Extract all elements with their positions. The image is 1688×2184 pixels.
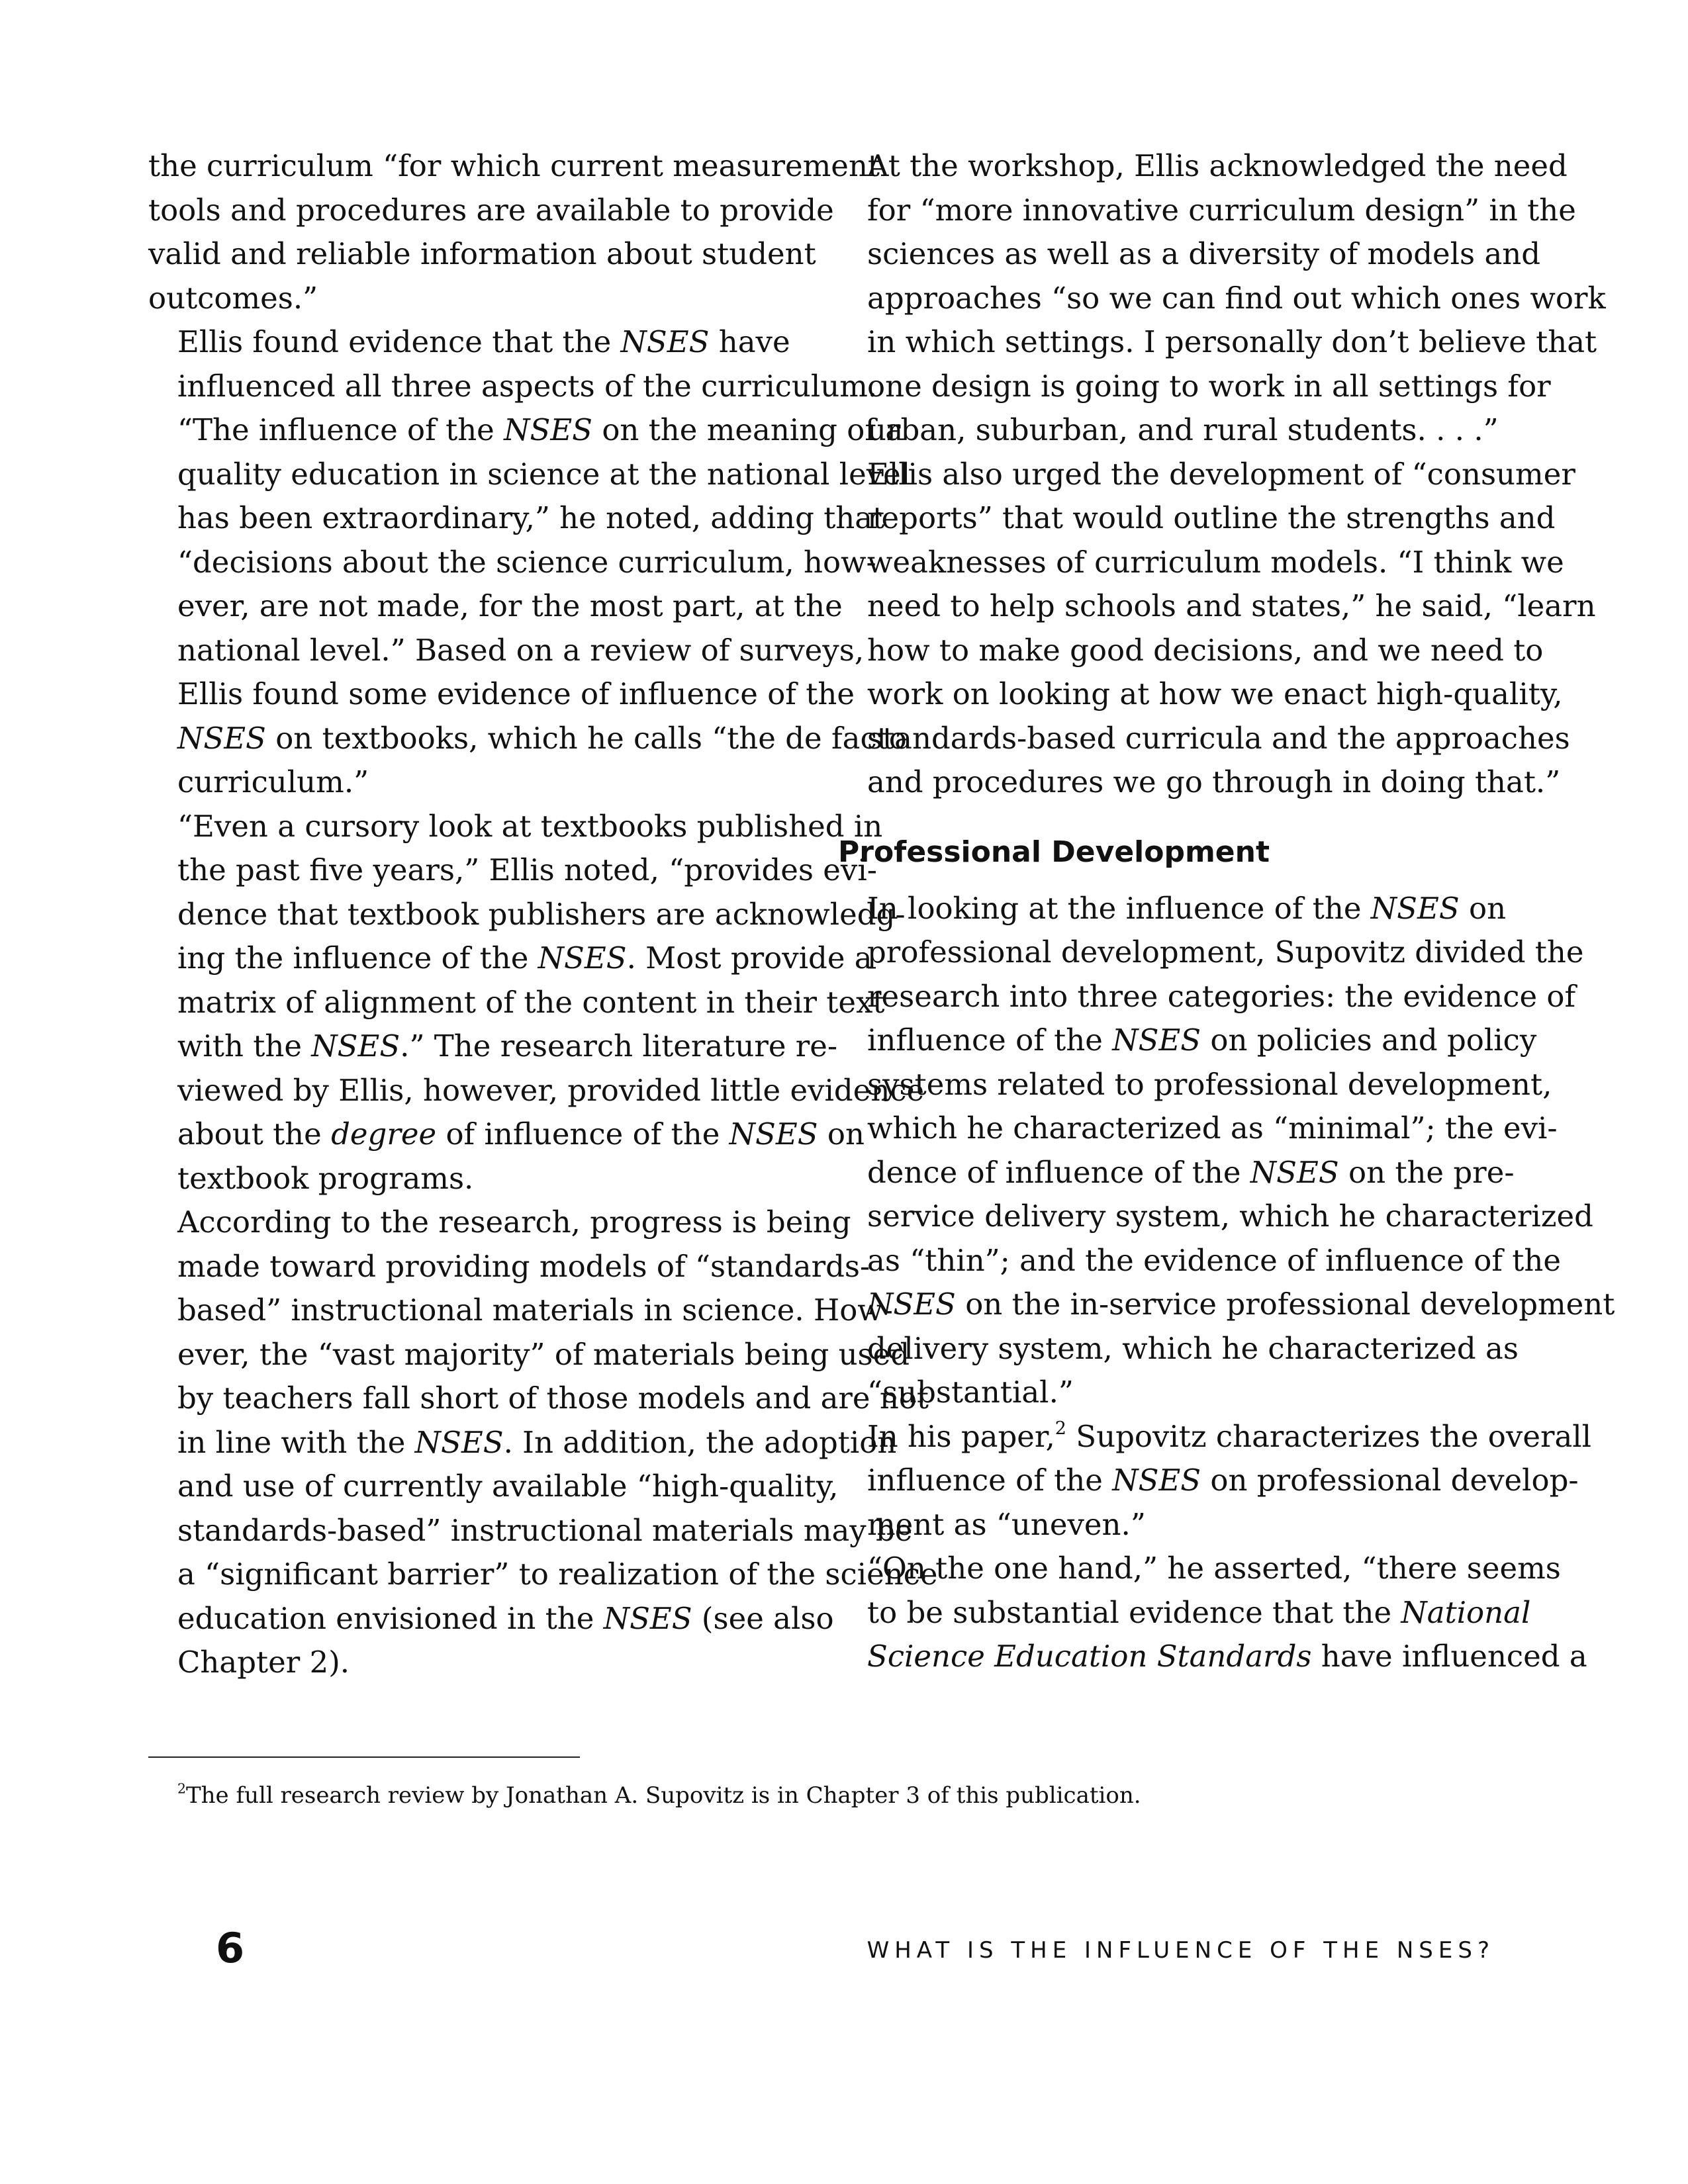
text-line: dence that textbook publishers are acknowledg- — [177, 896, 906, 932]
text-line: for “more innovative curriculum design” in the — [867, 192, 1576, 228]
paragraph — [148, 1201, 938, 1685]
text-line: standards-based” instructional materials may be — [177, 1512, 913, 1548]
text-line: work on looking at how we enact high-quality, — [867, 676, 1563, 711]
italic-text: NSES — [1370, 890, 1460, 926]
text-line: education envisioned in the NSES (see also — [177, 1600, 834, 1636]
text-line: curriculum.” — [177, 764, 369, 799]
text-line: has been extraordinary,” he noted, adding that — [177, 500, 885, 535]
text-line: Ellis found some evidence of influence of the — [177, 676, 855, 711]
text-line: “The influence of the NSES on the meaning of a — [177, 412, 904, 447]
paragraph — [838, 1547, 1587, 1679]
text-line: sciences as well as a diversity of models and — [867, 236, 1541, 271]
text-line: as “thin”; and the evidence of influence of the — [867, 1242, 1561, 1278]
text-line: by teachers fall short of those models and are not — [177, 1381, 929, 1416]
text-line: professional development, Supovitz divided the — [867, 934, 1584, 970]
right-column — [838, 144, 1615, 1679]
text-line: viewed by Ellis, however, provided little evidence — [177, 1072, 925, 1108]
text-line: “Even a cursory look at textbooks published in — [177, 808, 883, 844]
italic-text: NSES — [177, 720, 266, 756]
footnote-text: The full research review by Jonathan A. Supovitz is in Chapter 3 of this publication. — [185, 1782, 1141, 1809]
text-line: systems related to professional development, — [867, 1066, 1552, 1102]
text-line: ever, the “vast majority” of materials being used — [177, 1336, 910, 1372]
text-line: and procedures we go through in doing that.” — [867, 764, 1561, 799]
footnote — [177, 1779, 1534, 1812]
text-line: textbook programs. — [177, 1160, 474, 1196]
text-line: NSES on the in-service professional development — [867, 1287, 1615, 1322]
paragraph — [838, 453, 1596, 805]
text-line: the curriculum “for which current measurement — [148, 148, 880, 183]
text-line: Ellis found evidence that the NSES have — [177, 324, 790, 359]
text-line: a “significant barrier” to realization of the science — [177, 1557, 938, 1592]
running-head: WHAT IS THE INFLUENCE OF THE NSES? — [867, 1937, 1495, 1964]
text-line: According to the research, progress is being — [177, 1205, 851, 1240]
text-line: which he characterized as “minimal”; the evi- — [867, 1111, 1558, 1146]
text-line: Chapter 2). — [177, 1645, 350, 1680]
italic-text: NSES — [414, 1424, 504, 1460]
text-line: In looking at the influence of the NSES on — [867, 890, 1507, 926]
italic-text: NSES — [1112, 1463, 1201, 1498]
italic-text: NSES — [620, 324, 710, 359]
italic-text: Science Education Standards — [867, 1639, 1312, 1674]
text-line: influence of the NSES on professional develop- — [867, 1463, 1579, 1498]
text-line: to be substantial evidence that the National — [867, 1594, 1531, 1630]
text-line: tools and procedures are available to provide — [148, 192, 834, 228]
text-line: matrix of alignment of the content in their text — [177, 984, 885, 1020]
paragraph — [838, 1415, 1592, 1547]
paragraph — [838, 887, 1615, 1415]
italic-text: NSES — [603, 1600, 692, 1636]
text-line: NSES on textbooks, which he calls “the de facto — [177, 720, 907, 756]
text-line: with the NSES.” The research literature re- — [177, 1028, 838, 1064]
italic-text: NSES — [1112, 1023, 1201, 1058]
text-line: the past five years,” Ellis noted, “provides evi- — [177, 852, 877, 887]
italic-text: NSES — [867, 1287, 956, 1322]
text-line: in which settings. I personally don’t believe that — [867, 324, 1597, 359]
paragraph — [148, 320, 911, 805]
text-line: dence of influence of the NSES on the pre- — [867, 1154, 1515, 1190]
text-line: “decisions about the science curriculum, how- — [177, 544, 876, 580]
text-line: “substantial.” — [867, 1375, 1074, 1410]
text-line: and use of currently available “high-quality, — [177, 1469, 839, 1504]
text-line: ever, are not made, for the most part, at the — [177, 588, 843, 623]
footnote-rule — [148, 1756, 580, 1758]
text-line: approaches “so we can find out which ones work — [867, 280, 1606, 316]
text-line: need to help schools and states,” he said, “learn — [867, 588, 1596, 623]
text-line: about the degree of influence of the NSES on — [177, 1116, 865, 1152]
text-line: In his paper,$^2$ Supovitz characterizes the overall — [867, 1418, 1592, 1454]
italic-text: NSES — [1250, 1154, 1339, 1190]
text-line: one design is going to work in all settings for — [867, 368, 1551, 404]
text-line: how to make good decisions, and we need to — [867, 632, 1544, 668]
paragraph — [148, 144, 880, 320]
text-line: ment as “uneven.” — [867, 1506, 1146, 1542]
text-line: “On the one hand,” he asserted, “there seems — [867, 1551, 1561, 1586]
text-line: in line with the NSES. In addition, the adoption — [177, 1424, 897, 1460]
paragraph — [148, 805, 925, 1201]
text-line: made toward providing models of “standards- — [177, 1248, 870, 1284]
text-line: weaknesses of curriculum models. “I think we — [867, 544, 1564, 580]
text-line: national level.” Based on a review of surveys, — [177, 632, 865, 668]
section-heading: Professional Development — [838, 835, 1270, 869]
italic-text: NSES — [729, 1116, 818, 1152]
page-number: 6 — [216, 1924, 245, 1972]
italic-text: degree — [331, 1116, 437, 1152]
italic-text: NSES — [538, 940, 627, 976]
text-line: Science Education Standards have influenced a — [867, 1639, 1587, 1674]
text-line: delivery system, which he characterized as — [867, 1330, 1519, 1366]
text-line: service delivery system, which he characterized — [867, 1199, 1593, 1234]
text-line: based” instructional materials in science. How- — [177, 1293, 894, 1328]
italic-text: NSES — [504, 412, 593, 447]
text-line: urban, suburban, and rural students. . . .” — [867, 412, 1499, 447]
left-column — [148, 144, 938, 1685]
text-line: standards-based curricula and the approaches — [867, 720, 1570, 756]
text-line: reports” that would outline the strengths and — [867, 500, 1556, 535]
italic-text: National — [1401, 1594, 1531, 1630]
footnote-marker: 2 — [177, 1780, 186, 1797]
paragraph — [838, 144, 1606, 453]
text-line: valid and reliable information about student — [148, 236, 816, 271]
text-line: influence of the NSES on policies and policy — [867, 1023, 1537, 1058]
text-line: outcomes.” — [148, 280, 318, 316]
text-line: quality education in science at the national level — [177, 456, 911, 492]
text-line: At the workshop, Ellis acknowledged the need — [867, 148, 1568, 183]
text-line: influenced all three aspects of the curriculum. — [177, 368, 878, 404]
text-line: Ellis also urged the development of “consumer — [867, 456, 1575, 492]
italic-text: NSES — [311, 1028, 400, 1064]
text-line: ing the influence of the NSES. Most provide a — [177, 940, 872, 976]
text-line: research into three categories: the evidence of — [867, 978, 1576, 1014]
footnote-reference: 2 — [1055, 1418, 1066, 1439]
